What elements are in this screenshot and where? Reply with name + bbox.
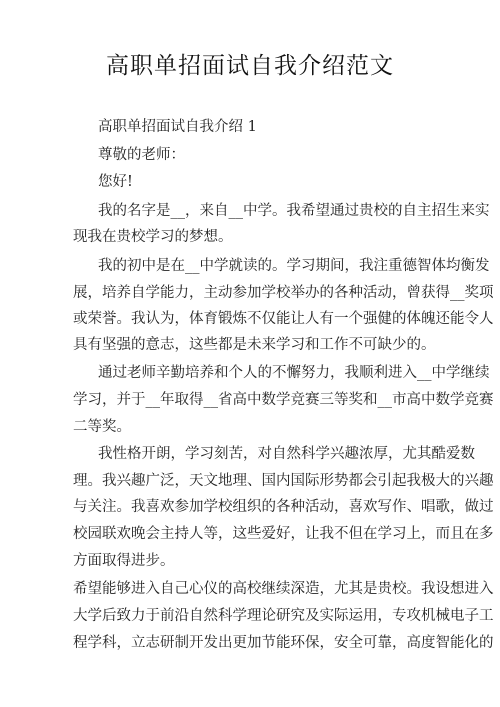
paragraph-3-line-1: 通过老师辛勤培养和个人的不懈努力，我顺利进入__中学继续: [98, 365, 490, 381]
paragraph-2-line-4: 具有坚强的意志，这些都是未来学习和工作不可缺少的。: [73, 337, 436, 353]
paragraph-4-line-1: 我性格开朗，学习刻苦，对自然科学兴趣浓厚，尤其酷爱数: [98, 446, 475, 462]
paragraph-3-line-3: 二等奖。: [73, 419, 131, 435]
paragraph-4-line-3: 与关注。我喜欢参加学校组织的各种活动，喜欢写作、唱歌，做过: [73, 499, 494, 515]
paragraph-4-line-4: 校园联欢晚会主持人等，这些爱好，让我不但在学习上，而且在多: [73, 526, 494, 542]
section-heading: 高职单招面试自我介绍 1: [98, 119, 257, 135]
paragraph-4-line-2: 理。我兴趣广泛，天文地理、国内国际形势都会引起我极大的兴趣: [73, 473, 494, 489]
paragraph-5-line-1: 希望能够进入自己心仪的高校继续深造，尤其是贵校。我设想进入: [73, 581, 494, 597]
paragraph-5-line-3: 程学科，立志研制开发出更加节能环保，安全可靠，高度智能化的: [73, 635, 494, 651]
paragraph-2-line-1: 我的初中是在__中学就读的。学习期间，我注重德智体均衡发: [98, 258, 490, 274]
paragraph-2-line-3: 或荣誉。我认为，体育锻炼不仅能让人有一个强健的体魄还能令人: [73, 311, 494, 327]
paragraph-4-line-5: 方面取得进步。: [73, 553, 175, 569]
paragraph-2-line-2: 展，培养自学能力，主动参加学校举办的各种活动，曾获得__奖项: [73, 285, 494, 301]
greeting: 您好!: [98, 174, 133, 190]
paragraph-1-line-1: 我的名字是__，来自__中学。我希望通过贵校的自主招生来实: [98, 203, 490, 219]
paragraph-1-line-2: 现我在贵校学习的梦想。: [73, 229, 233, 245]
paragraph-5-line-2: 大学后致力于前沿自然科学理论研究及实际运用，专攻机械电子工: [73, 608, 494, 624]
document-title: 高职单招面试自我介绍范文: [106, 53, 394, 79]
salutation: 尊敬的老师：: [98, 147, 185, 163]
paragraph-3-line-2: 学习，并于__年取得__省高中数学竞赛三等奖和__市高中数学竞赛: [73, 392, 494, 408]
